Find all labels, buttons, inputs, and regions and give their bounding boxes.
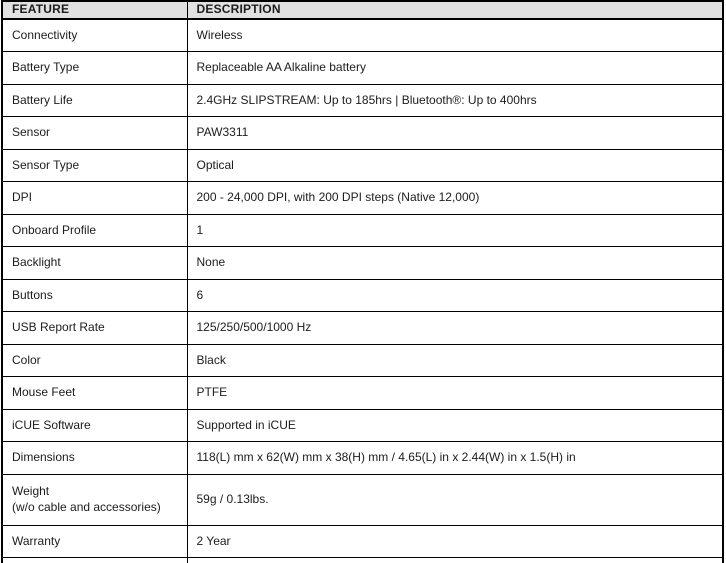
feature-label: Warranty xyxy=(12,533,61,548)
description-value: Replaceable AA Alkaline battery xyxy=(196,60,366,75)
feature-label: Connectivity xyxy=(12,27,78,42)
description-value: Supported in iCUE xyxy=(196,417,296,432)
description-cell xyxy=(187,149,723,182)
feature-cell xyxy=(2,442,187,475)
table-row xyxy=(2,52,723,85)
description-cell xyxy=(187,344,723,377)
description-cell xyxy=(187,182,723,215)
table-row xyxy=(2,344,723,377)
feature-cell xyxy=(2,117,187,150)
description-value: 2.4GHz SLIPSTREAM: Up to 185hrs | Bluetooth®: Up to 400hrs xyxy=(196,92,537,107)
feature-label: Battery Life xyxy=(12,92,73,107)
description-value: 2 Year xyxy=(196,533,231,548)
table-row xyxy=(2,312,723,345)
spec-table xyxy=(1,0,724,563)
table-row xyxy=(2,525,723,558)
feature-label: Color xyxy=(12,352,41,367)
feature-label: USB Report Rate xyxy=(12,320,105,335)
spec-table-header xyxy=(2,1,723,19)
feature-label: Dimensions xyxy=(12,450,75,465)
description-cell xyxy=(187,525,723,558)
column-header-description: DESCRIPTION xyxy=(187,1,723,19)
feature-label: Weight xyxy=(12,484,50,498)
description-cell xyxy=(187,409,723,442)
table-row xyxy=(2,182,723,215)
feature-label: Buttons xyxy=(12,287,53,302)
feature-label: Mouse Feet xyxy=(12,385,76,400)
spec-table-body xyxy=(2,19,723,563)
table-row xyxy=(2,409,723,442)
table-row xyxy=(2,377,723,410)
description-value: 6 xyxy=(196,287,204,302)
column-header-feature: FEATURE xyxy=(2,1,187,19)
description-cell xyxy=(187,279,723,312)
table-row xyxy=(2,149,723,182)
feature-label: Battery Type xyxy=(12,60,80,75)
table-row xyxy=(2,247,723,280)
table-row xyxy=(2,117,723,150)
feature-cell xyxy=(2,182,187,215)
feature-label: Sensor Type xyxy=(12,157,80,172)
feature-cell xyxy=(2,247,187,280)
description-cell xyxy=(187,312,723,345)
description-value: Black xyxy=(196,352,226,367)
feature-cell xyxy=(2,525,187,558)
feature-label: iCUE Software xyxy=(12,417,91,432)
table-row xyxy=(2,474,723,525)
feature-cell xyxy=(2,312,187,345)
description-value: Optical xyxy=(196,157,234,172)
description-cell xyxy=(187,19,723,52)
feature-cell xyxy=(2,409,187,442)
description-value: PAW3311 xyxy=(196,125,249,140)
feature-cell xyxy=(2,149,187,182)
partial-row xyxy=(2,558,723,563)
description-value: 118(L) mm x 62(W) mm x 38(H) mm / 4.65(L) in x 2.44(W) in x 1.5(H) in xyxy=(196,450,576,465)
description-cell xyxy=(187,474,723,525)
feature-cell xyxy=(2,84,187,117)
description-cell xyxy=(187,52,723,85)
description-value: Wireless xyxy=(196,27,243,42)
description-value: 200 - 24,000 DPI, with 200 DPI steps (Native 12,000) xyxy=(196,190,480,205)
header-row xyxy=(2,1,723,19)
description-cell xyxy=(187,558,723,563)
table-row xyxy=(2,19,723,52)
description-cell xyxy=(187,377,723,410)
feature-cell xyxy=(2,558,187,563)
feature-cell xyxy=(2,279,187,312)
feature-cell xyxy=(2,344,187,377)
feature-cell xyxy=(2,474,187,525)
feature-cell xyxy=(2,52,187,85)
feature-label: Onboard Profile xyxy=(12,222,97,237)
feature-label: DPI xyxy=(12,190,33,205)
description-value: 1 xyxy=(196,222,204,237)
description-cell xyxy=(187,214,723,247)
description-value: None xyxy=(196,255,226,270)
description-value: PTFE xyxy=(196,385,228,400)
feature-cell xyxy=(2,214,187,247)
table-row xyxy=(2,84,723,117)
table-row xyxy=(2,214,723,247)
description-cell xyxy=(187,84,723,117)
feature-cell xyxy=(2,19,187,52)
description-cell xyxy=(187,442,723,475)
feature-label-subline: (w/o cable and accessories) xyxy=(12,499,161,514)
table-row xyxy=(2,442,723,475)
feature-cell xyxy=(2,377,187,410)
feature-label: Sensor xyxy=(12,125,51,140)
description-cell xyxy=(187,117,723,150)
description-cell xyxy=(187,247,723,280)
description-value: 59g / 0.13lbs. xyxy=(196,491,269,506)
feature-label: Backlight xyxy=(12,255,61,270)
table-row xyxy=(2,279,723,312)
description-value: 125/250/500/1000 Hz xyxy=(196,320,312,335)
